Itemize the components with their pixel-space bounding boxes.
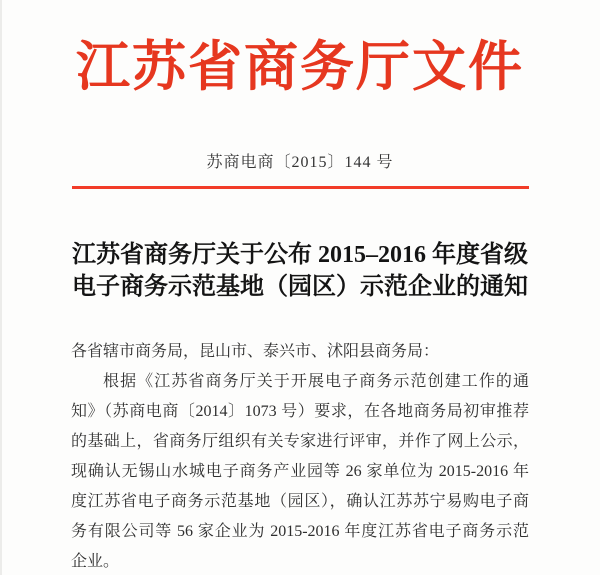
paragraph-line: 务有限公司等 56 家企业为 2015-2016 年度江苏省电子商务示范: [71, 523, 529, 540]
notice-title: [0, 239, 600, 303]
paragraph-line: 知》（苏商电商〔2014〕1073 号）要求，在各地商务局初审推荐: [71, 403, 529, 420]
notice-title-line1: 江苏省商务厅关于公布 2015–2016 年度省级: [72, 242, 528, 268]
red-divider-rule: [72, 186, 529, 189]
document-number: 苏商电商〔2015〕144 号: [206, 154, 394, 171]
paragraph-line: 根据《江苏省商务厅关于开展电子商务示范创建工作的通: [103, 373, 529, 390]
agency-title: 江苏省商务厅文件: [76, 37, 524, 97]
salutation-line: 各省辖市商务局，昆山市、泰兴市、沭阳县商务局：: [71, 343, 440, 360]
paragraph-line: 现确认无锡山水城电子商务产业园等 26 家单位为 2015-2016 年: [71, 463, 529, 480]
paragraph-line: 度江苏省电子商务示范基地（园区），确认江苏苏宁易购电子商: [71, 493, 529, 510]
paragraph-line: 的基础上，省商务厅组织有关专家进行评审，并作了网上公示，: [71, 433, 529, 450]
notice-title-line2: 电子商务示范基地（园区）示范企业的通知: [72, 274, 528, 300]
paragraph-line: 企业。: [71, 553, 120, 570]
notice-body: [71, 337, 529, 575]
